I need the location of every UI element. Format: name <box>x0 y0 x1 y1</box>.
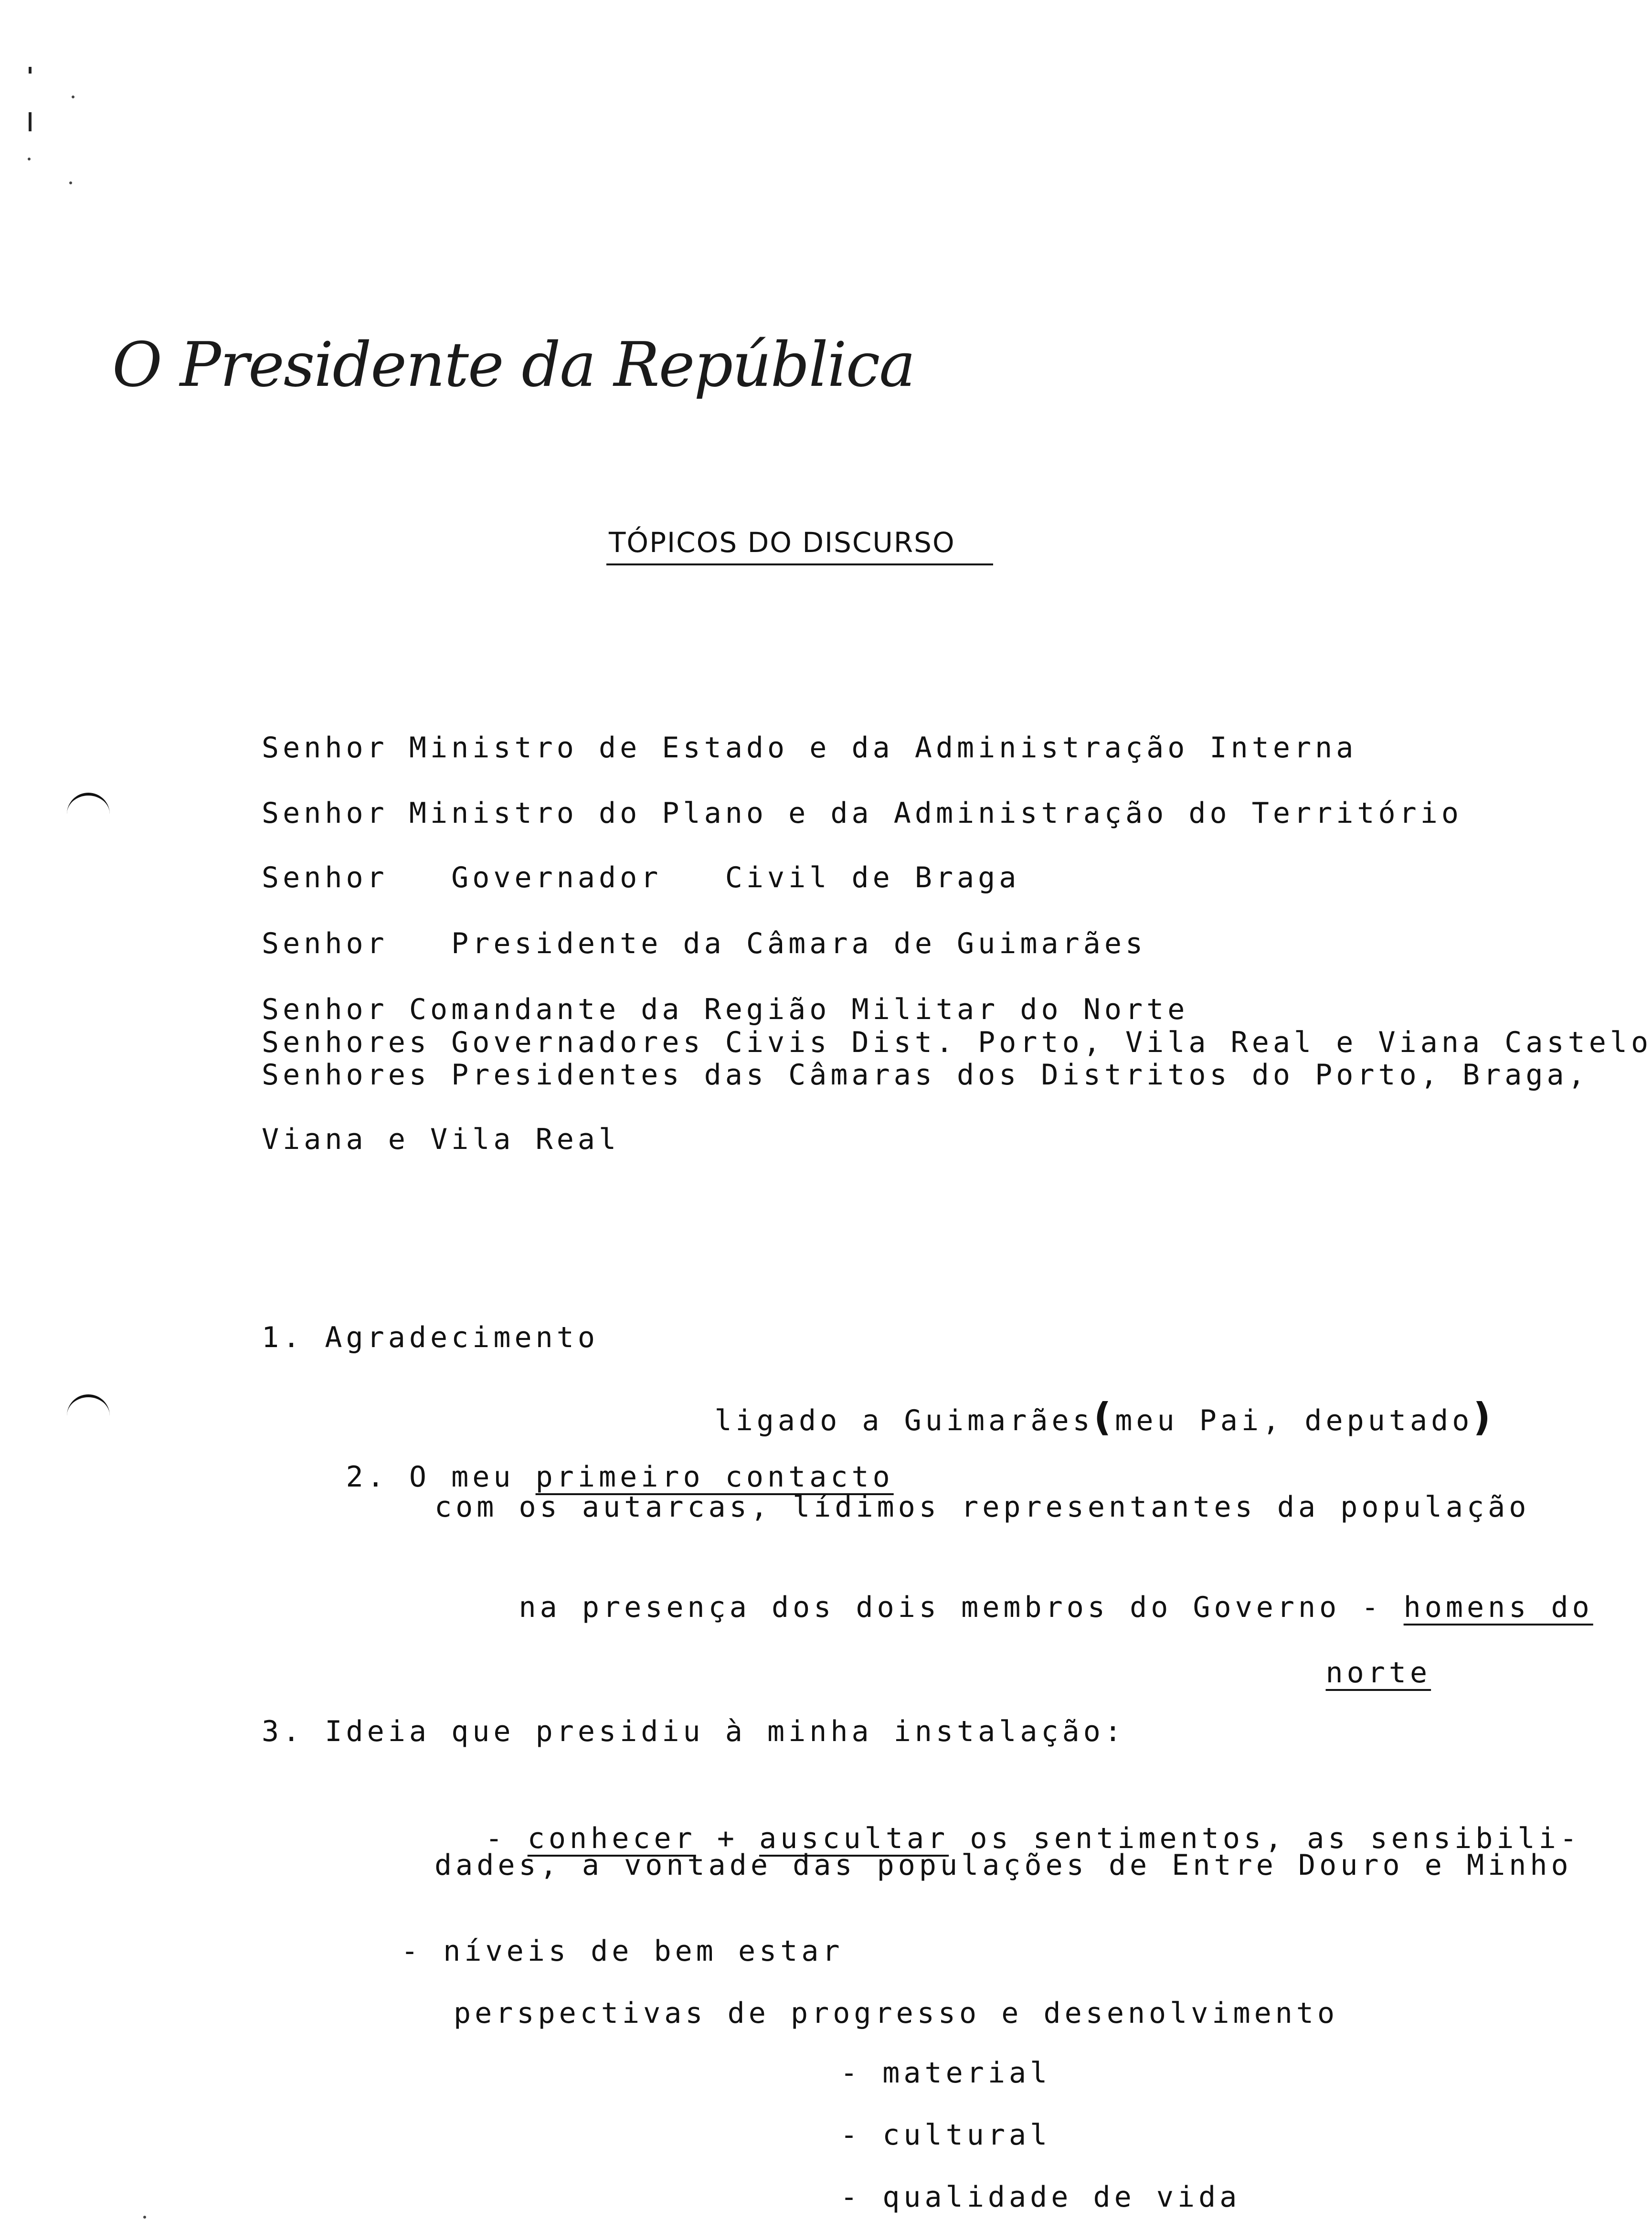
topic-2-line: com os autarcas, lídimos representantes da população <box>434 1490 1530 1524</box>
margin-mark <box>29 67 32 74</box>
salutation-line: Senhor Presidente da Câmara de Guimarães <box>262 927 1147 960</box>
plus-sign: + <box>696 1822 760 1855</box>
punch-hole-mark <box>67 793 110 824</box>
topic-1-detail-inner: meu Pai, deputado <box>1115 1404 1473 1437</box>
topic-1-detail-text: ligado a Guimarães <box>714 1404 1094 1437</box>
page-title: TÓPICOS DO DISCURSO <box>609 526 955 559</box>
salutation-line: Senhor Ministro de Estado e da Administração Interna <box>262 731 1357 765</box>
topic-3-bullet-line: perspectivas de progresso e desenolvimento <box>454 1997 1339 2030</box>
topic-3-sub-item: - material <box>840 2056 1051 2090</box>
topic-3-highlight: auscultar <box>759 1822 949 1855</box>
margin-mark <box>72 96 74 98</box>
topic-3-highlight: conhecer <box>527 1822 696 1855</box>
margin-mark <box>28 158 31 160</box>
topic-3-heading: 3. Ideia que presidiu à minha instalação: <box>262 1715 1126 1748</box>
margin-mark <box>29 112 32 131</box>
topic-2-number: 2. O meu <box>346 1460 536 1494</box>
salutation-line: Viana e Vila Real <box>262 1123 620 1156</box>
title-underline <box>606 563 993 565</box>
punch-hole-mark <box>67 1394 110 1426</box>
topic-3-sub-item: - cultural <box>840 2118 1051 2152</box>
margin-mark <box>69 181 72 184</box>
open-parenthesis: ( <box>1093 1395 1115 1439</box>
topic-2-highlight: primeiro contacto <box>535 1460 894 1494</box>
topic-3-sub-item: - qualidade de vida <box>840 2180 1241 2214</box>
topic-1-heading: 1. Agradecimento <box>262 1321 599 1354</box>
close-parenthesis: ) <box>1473 1395 1494 1439</box>
topic-2-line-highlight: norte <box>1325 1656 1431 1689</box>
topic-3-bullet-text: os sentimentos, as sensibili- <box>949 1822 1581 1855</box>
topic-3-bullet: - níveis de bem estar <box>401 1934 844 1968</box>
topic-2-line-text: na presença dos dois membros do Governo - <box>519 1591 1404 1624</box>
topic-2-line-highlight: homens do <box>1403 1591 1593 1624</box>
salutation-line: Senhor Governador Civil de Braga <box>262 861 1020 894</box>
salutation-line: Senhores Presidentes das Câmaras dos Distritos do Porto, Braga, <box>262 1058 1589 1092</box>
salutation-line: Senhor Ministro do Plano e da Administração do Território <box>262 797 1463 830</box>
margin-mark <box>143 2216 146 2219</box>
bullet-dash: - <box>485 1822 528 1855</box>
topic-2-line <box>1241 1621 1431 1724</box>
salutation-line: Senhor Comandante da Região Militar do Norte <box>262 993 1189 1026</box>
topic-3-bullet-line: dades, a vontade das populações de Entre Douro e Minho <box>434 1849 1572 1882</box>
letterhead: O Presidente da República <box>112 329 915 401</box>
salutation-line: Senhores Governadores Civis Dist. Porto, Vila Real e Viana Castelo <box>262 1026 1652 1059</box>
